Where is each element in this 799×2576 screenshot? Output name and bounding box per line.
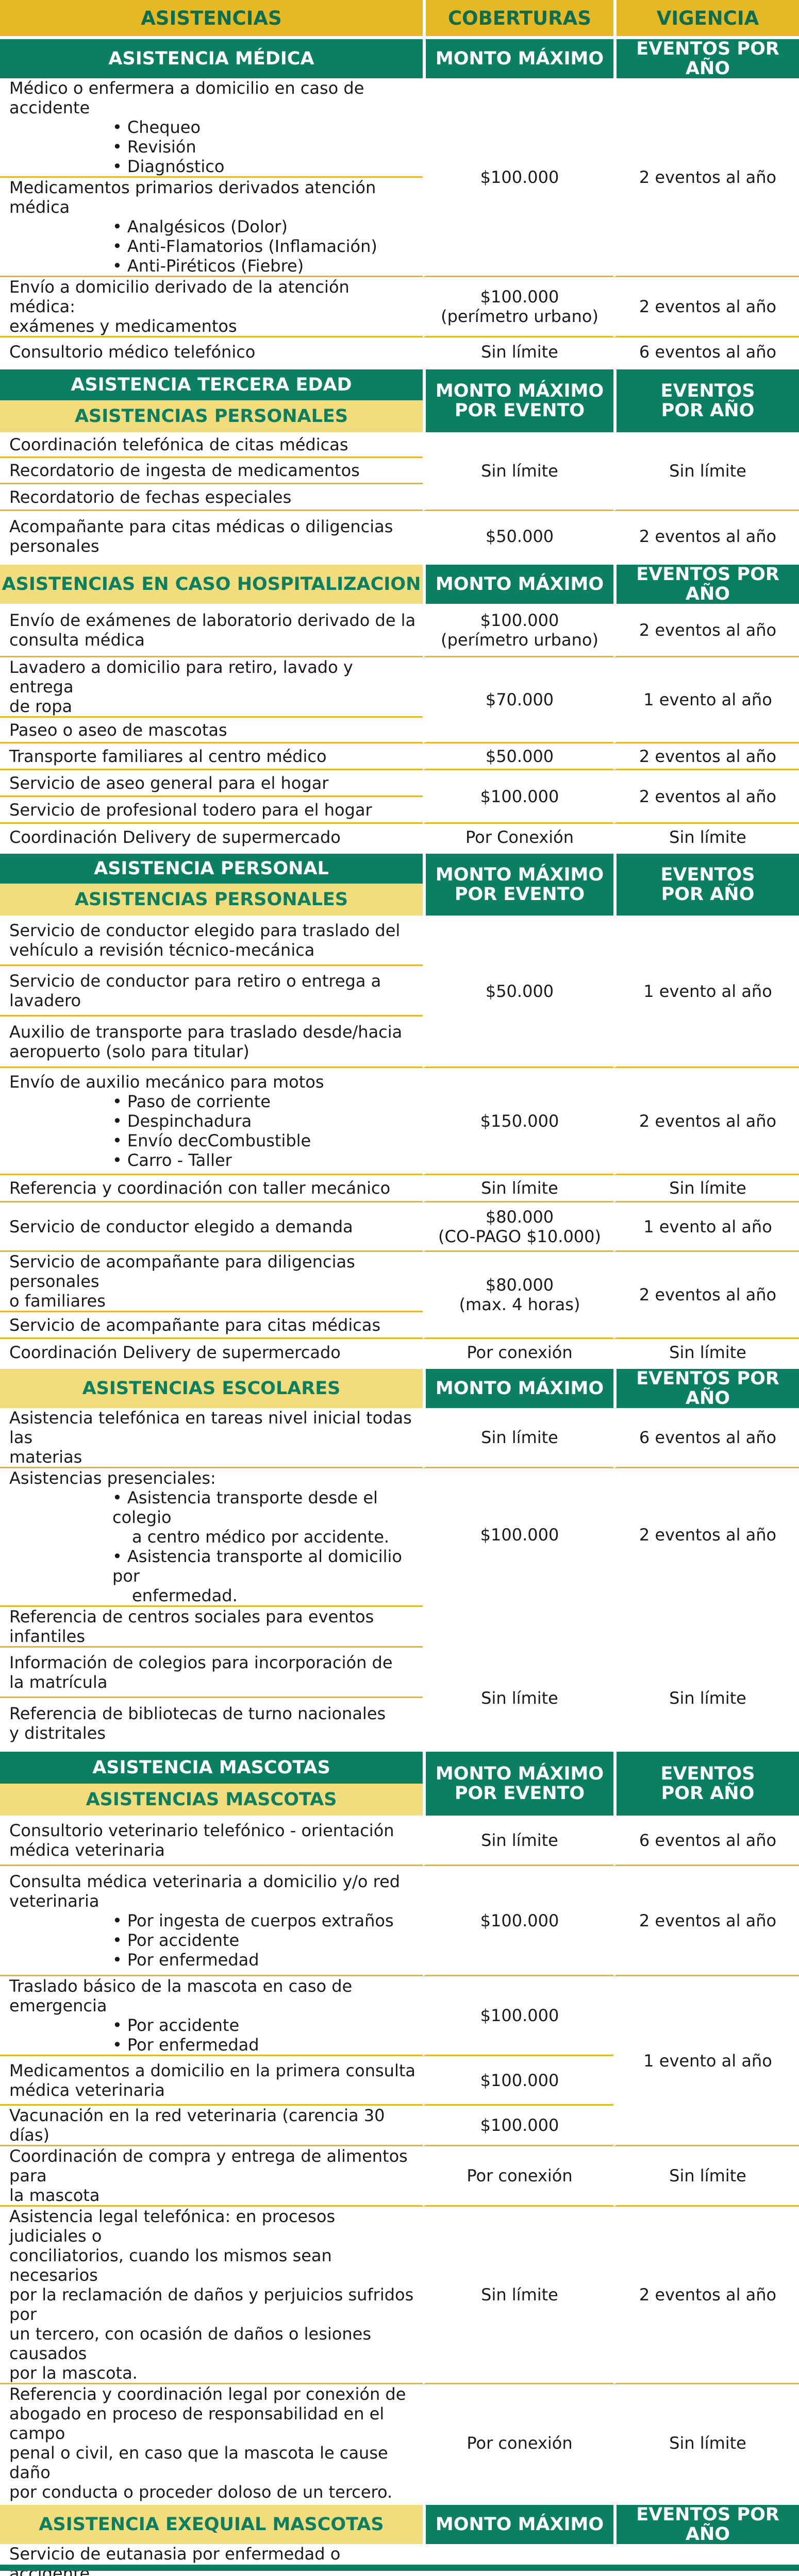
column-label-events <box>613 366 799 432</box>
events-per-year: Sin límite <box>613 1339 799 1366</box>
service-name-line: Referencia de bibliotecas de turno nacionales <box>9 1704 386 1723</box>
column-label-amount <box>423 366 613 432</box>
service-name-line: materias <box>9 1447 82 1467</box>
service-name: Envío de auxilio mecánico para motos <box>9 1072 324 1092</box>
service-name-line: la mascota <box>9 2185 100 2205</box>
section-title: ASISTENCIAS ESCOLARES <box>0 1366 423 1408</box>
section-title: ASISTENCIA TERCERA EDAD <box>0 366 423 400</box>
section-header-exequial <box>0 2502 799 2544</box>
service-description <box>0 2544 423 2576</box>
list-item: • Por ingesta de cuerpos extraños <box>9 1911 417 1930</box>
service-name-line: Lavadero a domicilio para retiro, lavado y entrega <box>9 657 353 697</box>
table-row <box>0 337 799 366</box>
list-item: • Asistencia transporte al domicilio por <box>9 1547 417 1586</box>
list-item: • Despinchadura <box>9 1111 417 1131</box>
list-item: • Chequeo <box>9 117 417 137</box>
service-name-line: médica veterinaria <box>9 1840 165 1860</box>
table-header-row <box>0 0 799 36</box>
service-name-line: Medicamentos a domicilio en la primera consulta <box>9 2060 415 2080</box>
service-description <box>0 2384 423 2502</box>
header-vigencia: VIGENCIA <box>613 0 799 36</box>
amount-note: (CO-PAGO $10.000) <box>438 1226 601 1246</box>
service-description <box>0 511 423 562</box>
amount-note: (perímetro urbano) <box>441 307 598 326</box>
footer-bar <box>0 2565 799 2571</box>
column-label-events: EVENTOS POR AÑO <box>613 1366 799 1408</box>
service-name-line: Consulta médica veterinaria a domicilio y/o red <box>9 1871 401 1891</box>
service-name-line: la matrícula <box>9 1672 108 1692</box>
events-per-year: Sin límite <box>613 2384 799 2502</box>
table-row <box>0 1866 799 1976</box>
max-amount: Sin límite <box>423 337 613 366</box>
service-name-line: Información de colegios para incorporación de <box>9 1652 393 1672</box>
service-description <box>0 604 423 657</box>
column-label-amount: MONTO MÁXIMO <box>423 1366 613 1408</box>
list-item: • Revisión <box>9 137 417 157</box>
events-per-year: 2 eventos al año <box>613 1468 799 1648</box>
service-name-line: conciliatorios, cuando los mismos sean necesarios <box>9 2246 332 2285</box>
service-description <box>0 2207 423 2384</box>
service-description: Recordatorio de fechas especiales <box>0 484 423 511</box>
column-label-amount: MONTO MÁXIMO <box>423 2502 613 2544</box>
service-name-line: Servicio de acompañante para diligencias personales <box>9 1252 355 1291</box>
events-per-year: Sin límite <box>613 432 799 511</box>
events-per-year: 2 eventos al año <box>613 78 799 277</box>
service-name-line: por la reclamación de daños y perjuicios sufridos por <box>9 2285 414 2324</box>
table-row <box>0 1648 799 1698</box>
max-amount: Por conexión <box>423 1339 613 1366</box>
column-label-line: POR EVENTO <box>454 884 585 905</box>
table-row <box>0 1175 799 1202</box>
events-per-year: Sin límite <box>613 824 799 851</box>
subsection-title: ASISTENCIAS PERSONALES <box>0 884 423 916</box>
service-name-line: de ropa <box>9 697 73 716</box>
list-item: • Analgésicos (Dolor) <box>9 217 417 236</box>
service-description <box>0 1016 423 1068</box>
events-per-year: 2 eventos al año <box>613 277 799 337</box>
column-label-amount: MONTO MÁXIMO <box>423 562 613 604</box>
column-label-amount: MONTO MÁXIMO <box>423 36 613 78</box>
table-row <box>0 1252 799 1312</box>
events-per-year: 6 eventos al año <box>613 1408 799 1468</box>
service-description <box>0 1068 423 1175</box>
section-header-medica <box>0 36 799 78</box>
header-asistencias: ASISTENCIAS <box>0 0 423 36</box>
service-name-line: Servicio de eutanasia por enfermedad o <box>9 2544 341 2564</box>
service-description <box>0 1976 423 2056</box>
column-label-events <box>613 851 799 916</box>
service-description <box>0 2056 423 2106</box>
service-name-line: abogado en proceso de responsabilidad en el campo <box>9 2404 385 2443</box>
service-description <box>0 1468 423 1607</box>
service-description: Coordinación Delivery de supermercado <box>9 1343 341 1362</box>
amount-note: (max. 4 horas) <box>459 1295 580 1314</box>
section-header-escolares <box>0 1366 799 1408</box>
subsection-title: ASISTENCIAS MASCOTAS <box>0 1784 423 1816</box>
events-per-year: 2 eventos al año <box>613 770 799 824</box>
max-amount <box>423 1252 613 1339</box>
service-description: Servicio de profesional todero para el hogar <box>0 797 423 824</box>
column-label-amount <box>423 1749 613 1816</box>
service-name-line: por conducta o proceder doloso de un tercero. <box>9 2482 393 2502</box>
service-description <box>0 1866 423 1976</box>
service-name-line: Auxilio de transporte para traslado desde/hacia <box>9 1022 403 1042</box>
max-amount: $100.000 <box>423 1866 613 1976</box>
max-amount: $100.000 <box>423 1976 613 2056</box>
table-row <box>0 657 799 718</box>
max-amount <box>423 604 613 657</box>
max-amount: $50.000 <box>423 743 613 770</box>
service-description: Recordatorio de ingesta de medicamentos <box>0 458 423 484</box>
table-row <box>0 78 799 178</box>
service-name-line: consulta médica <box>9 630 145 650</box>
service-name-line: aeropuerto (solo para titular) <box>9 1041 249 1061</box>
amount-value: $100.000 <box>480 287 559 307</box>
service-name-line: Asistencia telefónica en tareas nivel inicial todas las <box>9 1408 412 1447</box>
section-header-tercera-edad <box>0 366 799 400</box>
service-name: Medicamentos primarios derivados atención médica <box>9 178 376 217</box>
section-title: ASISTENCIAS EN CASO HOSPITALIZACION <box>0 562 423 604</box>
section-header-hospitalizacion <box>0 562 799 604</box>
service-name-line: personales <box>9 536 99 556</box>
table-row <box>0 432 799 458</box>
column-label-line: POR EVENTO <box>454 400 585 421</box>
service-description <box>0 1816 423 1866</box>
service-description: Transporte familiares al centro médico <box>0 743 423 770</box>
service-description: Coordinación telefónica de citas médicas <box>0 432 423 458</box>
max-amount: $50.000 <box>423 916 613 1068</box>
amount-value: $80.000 <box>485 1275 554 1295</box>
list-item: • Envío decCombustible <box>9 1131 417 1150</box>
service-description <box>0 966 423 1016</box>
table-row <box>0 1068 799 1175</box>
events-per-year: Sin límite <box>613 1648 799 1749</box>
service-name-line: Acompañante para citas médicas o diligencias <box>9 517 393 536</box>
column-label-line: POR AÑO <box>661 1783 755 1804</box>
events-per-year: 2 eventos al año <box>613 1252 799 1339</box>
max-amount: $100.000 <box>423 1468 613 1648</box>
column-label-events <box>613 1749 799 1816</box>
table-row <box>0 743 799 770</box>
table-row <box>0 2207 799 2384</box>
service-description <box>0 1698 423 1749</box>
table-row <box>0 1816 799 1866</box>
service-name-line: médica veterinaria <box>9 2080 165 2100</box>
max-amount: Por conexión <box>423 2384 613 2502</box>
service-description: Referencia y coordinación con taller mecánico <box>0 1175 423 1202</box>
events-per-year: 1 evento al año <box>613 916 799 1068</box>
max-amount: Sin límite <box>423 1408 613 1468</box>
max-amount: $100.000 <box>423 78 613 277</box>
events-per-year: 1 evento al año <box>613 1202 799 1252</box>
events-per-year: Sin límite <box>613 2146 799 2207</box>
list-item: • Por accidente <box>9 1930 417 1950</box>
service-description <box>0 78 423 178</box>
amount-value: $80.000 <box>485 1207 554 1227</box>
service-name-line: Envío a domicilio derivado de la atención médica: <box>9 277 349 316</box>
max-amount: $100.000 <box>423 2056 613 2106</box>
list-item: • Carro - Taller <box>9 1150 417 1170</box>
list-item: • Por enfermedad <box>9 1950 417 1970</box>
events-per-year: 2 eventos al año <box>613 2207 799 2384</box>
max-amount: Sin límite <box>423 1648 613 1749</box>
service-name-line: exámenes y medicamentos <box>9 316 237 336</box>
max-amount <box>423 2544 613 2576</box>
max-amount: Sin límite <box>423 432 613 511</box>
table-row <box>0 604 799 657</box>
events-per-year <box>613 2544 799 2576</box>
events-per-year: 2 eventos al año <box>613 511 799 562</box>
service-description <box>0 1648 423 1698</box>
column-label-line: EVENTOS <box>660 1764 755 1784</box>
list-item: • Diagnóstico <box>9 157 417 176</box>
max-amount: $70.000 <box>423 657 613 743</box>
service-description <box>0 178 423 277</box>
section-title: ASISTENCIA MASCOTAS <box>0 1749 423 1784</box>
service-name-line: un tercero, con ocasión de daños o lesiones causados <box>9 2324 371 2363</box>
section-title: ASISTENCIA MÉDICA <box>0 36 423 78</box>
service-name-line: Envío de exámenes de laboratorio derivado de la <box>9 610 416 630</box>
max-amount: $150.000 <box>423 1068 613 1175</box>
table-row <box>0 2146 799 2207</box>
events-per-year: 1 evento al año <box>613 657 799 743</box>
max-amount <box>423 277 613 337</box>
list-item: • Por enfermedad <box>9 2035 417 2055</box>
service-description <box>0 916 423 966</box>
service-description <box>0 2146 423 2207</box>
service-description <box>0 1252 423 1312</box>
service-name: Asistencias presenciales: <box>9 1468 216 1488</box>
service-name-line: o familiares <box>9 1291 106 1311</box>
table-row <box>0 770 799 797</box>
service-description: Servicio de aseo general para el hogar <box>0 770 423 797</box>
column-label-line: EVENTOS <box>660 865 755 885</box>
table-row <box>0 1468 799 1607</box>
service-name: Médico o enfermera a domicilio en caso de accidente <box>9 78 364 117</box>
service-name-line: lavadero <box>9 990 81 1010</box>
service-name-line: y distritales <box>9 1723 106 1743</box>
column-label-line: POR AÑO <box>661 400 755 421</box>
column-label-events: EVENTOS POR AÑO <box>613 562 799 604</box>
table-row <box>0 916 799 966</box>
max-amount: Por Conexión <box>423 824 613 851</box>
service-description: Servicio de conductor elegido a demanda <box>0 1202 423 1252</box>
column-label-line: MONTO MÁXIMO <box>435 865 604 885</box>
max-amount <box>423 1202 613 1252</box>
max-amount: $50.000 <box>423 511 613 562</box>
service-description: Coordinación Delivery de supermercado <box>9 827 341 847</box>
service-name: Traslado básico de la mascota en caso de emergencia <box>9 1976 353 2015</box>
table-row <box>0 2384 799 2502</box>
service-name-line: Servicio de conductor elegido para traslado del <box>9 920 401 940</box>
events-per-year: 2 eventos al año <box>613 1866 799 1976</box>
section-title: ASISTENCIA PERSONAL <box>0 851 423 884</box>
service-description: Referencia de centros sociales para eventos infantiles <box>0 1607 423 1648</box>
table-row <box>0 1339 799 1366</box>
section-header-mascotas <box>0 1749 799 1784</box>
list-item: • Asistencia transporte desde el colegio <box>9 1488 417 1527</box>
list-item-continuation: a centro médico por accidente. <box>132 1527 390 1547</box>
service-name-line: Consultorio veterinario telefónico - orientación <box>9 1820 394 1840</box>
list-item: • Anti-Piréticos (Fiebre) <box>9 256 417 276</box>
column-label-line: POR EVENTO <box>454 1783 585 1804</box>
section-header-personal <box>0 851 799 884</box>
service-name-line: por la mascota. <box>9 2363 138 2383</box>
list-item: • Paso de corriente <box>9 1092 417 1111</box>
service-description: Servicio de acompañante para citas médicas <box>0 1312 423 1339</box>
max-amount: Sin límite <box>423 1816 613 1866</box>
service-name-line: Referencia y coordinación legal por conexión de <box>9 2384 406 2404</box>
amount-note: (perímetro urbano) <box>441 630 598 650</box>
max-amount: Sin límite <box>423 1175 613 1202</box>
service-name-line: Coordinación de compra y entrega de alimentos para <box>9 2146 408 2185</box>
service-description: Vacunación en la red veterinaria (carencia 30 días) <box>0 2106 423 2146</box>
table-row <box>0 511 799 562</box>
service-name-line: Servicio de conductor para retiro o entrega a <box>9 971 381 991</box>
service-description: Consultorio médico telefónico <box>9 342 256 362</box>
table-row <box>0 277 799 337</box>
column-label-events: EVENTOS POR AÑO <box>613 36 799 78</box>
column-label-line: MONTO MÁXIMO <box>435 381 604 401</box>
events-per-year: 1 evento al año <box>613 1976 799 2146</box>
max-amount: $100.000 <box>423 2106 613 2146</box>
events-per-year: 6 eventos al año <box>613 337 799 366</box>
list-item-continuation: enfermedad. <box>132 1586 238 1605</box>
events-per-year: 2 eventos al año <box>613 604 799 657</box>
max-amount: Por conexión <box>423 2146 613 2207</box>
table-row <box>0 1408 799 1468</box>
section-title: ASISTENCIA EXEQUIAL MASCOTAS <box>0 2502 423 2544</box>
service-description: Paseo o aseo de mascotas <box>0 718 423 743</box>
service-name-line: penal o civil, en caso que la mascota le cause daño <box>9 2443 388 2482</box>
list-item: • Anti-Flamatorios (Inflamación) <box>9 236 417 256</box>
table-row <box>0 1976 799 2056</box>
table-row <box>0 2544 799 2576</box>
service-name-line: veterinaria <box>9 1891 99 1911</box>
max-amount: Sin límite <box>423 2207 613 2384</box>
column-label-amount <box>423 851 613 916</box>
max-amount: $100.000 <box>423 770 613 824</box>
subsection-title: ASISTENCIAS PERSONALES <box>0 400 423 432</box>
service-description <box>0 657 423 718</box>
events-per-year: 6 eventos al año <box>613 1816 799 1866</box>
service-description <box>0 1408 423 1468</box>
list-item: • Por accidente <box>9 2015 417 2035</box>
service-name-line: Asistencia legal telefónica: en procesos judiciales o <box>9 2207 336 2246</box>
events-per-year: 2 eventos al año <box>613 1068 799 1175</box>
column-label-events: EVENTOS POR AÑO <box>613 2502 799 2544</box>
column-label-line: POR AÑO <box>661 884 755 905</box>
column-label-line: MONTO MÁXIMO <box>435 1764 604 1784</box>
header-coberturas: COBERTURAS <box>423 0 613 36</box>
column-label-line: EVENTOS <box>660 381 755 401</box>
table-row <box>0 824 799 851</box>
events-per-year: 2 eventos al año <box>613 743 799 770</box>
events-per-year: Sin límite <box>613 1175 799 1202</box>
service-description <box>0 277 423 337</box>
table-row <box>0 1202 799 1252</box>
service-name-line: vehículo a revisión técnico-mecánica <box>9 940 315 960</box>
amount-value: $100.000 <box>480 610 559 630</box>
